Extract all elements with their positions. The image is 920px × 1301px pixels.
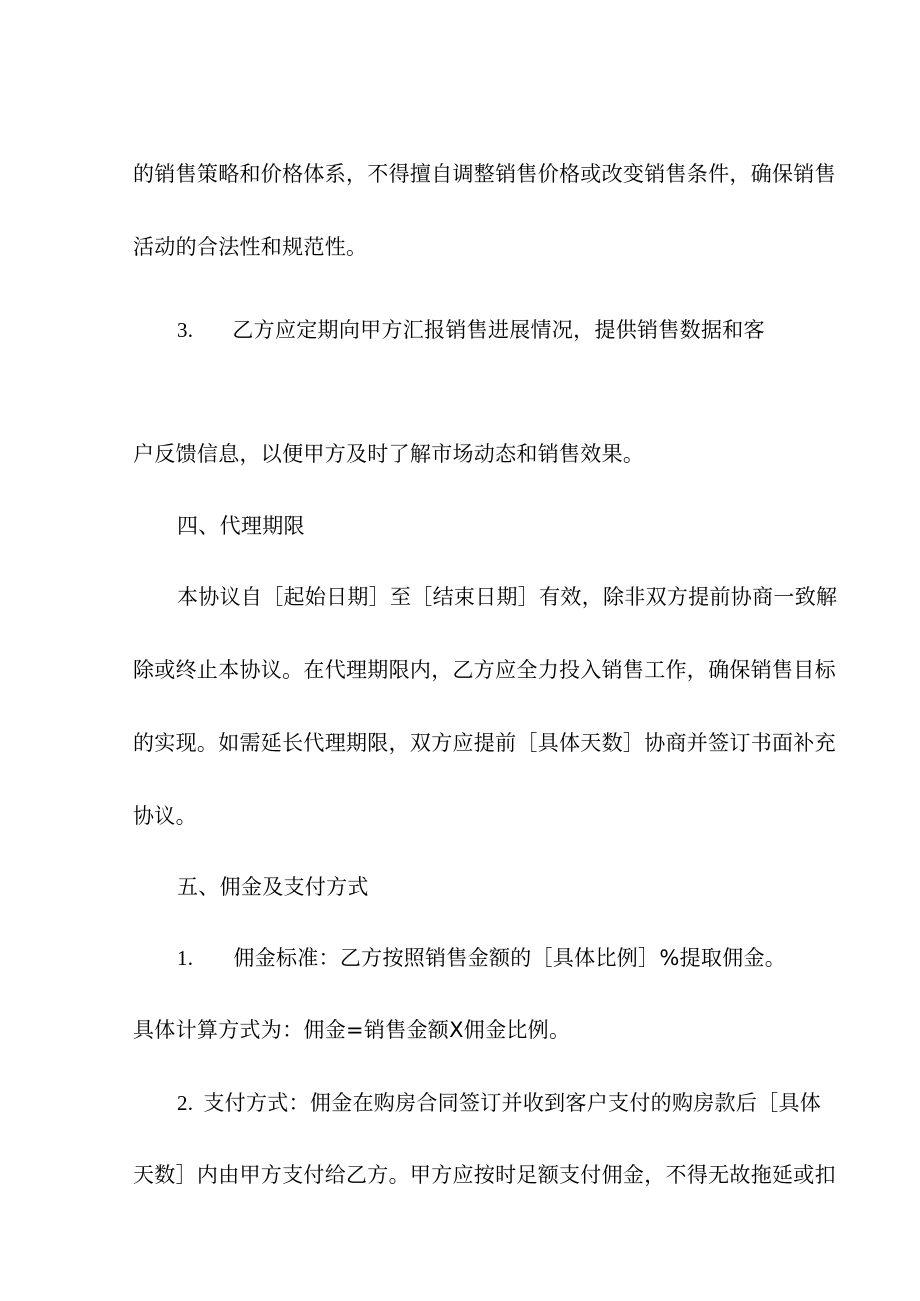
body-line: 的实现。如需延长代理期限，双方应提前［具体天数］协商并签订书面补充 — [133, 731, 836, 755]
list-item-1 — [177, 944, 786, 972]
list-text: 乙方应定期向甲方汇报销售进展情况，提供销售数据和客 — [232, 318, 765, 342]
body-line: 本协议自［起始日期］至［结束日期］有效，除非双方提前协商一致解 — [177, 585, 838, 609]
body-line: 天数］内由甲方支付给乙方。甲方应按时足额支付佣金，不得无故拖延或扣 — [133, 1163, 836, 1187]
list-item-2 — [177, 1089, 821, 1117]
body-line: 户反馈信息，以便甲方及时了解市场动态和销售效果。 — [133, 442, 645, 466]
list-number: 1. — [177, 946, 194, 970]
list-text: 支付方式：佣金在购房合同签订并收到客户支付的购房款后［具体 — [203, 1091, 822, 1115]
list-number: 3. — [177, 318, 194, 342]
body-line: 除或终止本协议。在代理期限内，乙方应全力投入销售工作，确保销售目标 — [133, 658, 836, 682]
section-heading: 五、佣金及支付方式 — [177, 875, 369, 899]
list-text: 佣金标准：乙方按照销售金额的［具体比例］%提取佣金。 — [233, 946, 787, 970]
body-line: 协议。 — [133, 804, 197, 828]
body-line: 的销售策略和价格体系，不得擅自调整销售价格或改变销售条件，确保销售 — [133, 162, 836, 186]
list-item-3 — [177, 316, 765, 344]
body-line: 活动的合法性和规范性。 — [133, 235, 368, 259]
section-heading: 四、代理期限 — [177, 514, 305, 538]
list-number: 2. — [177, 1091, 194, 1115]
body-line: 具体计算方式为：佣金=销售金额X佣金比例。 — [133, 1018, 571, 1042]
